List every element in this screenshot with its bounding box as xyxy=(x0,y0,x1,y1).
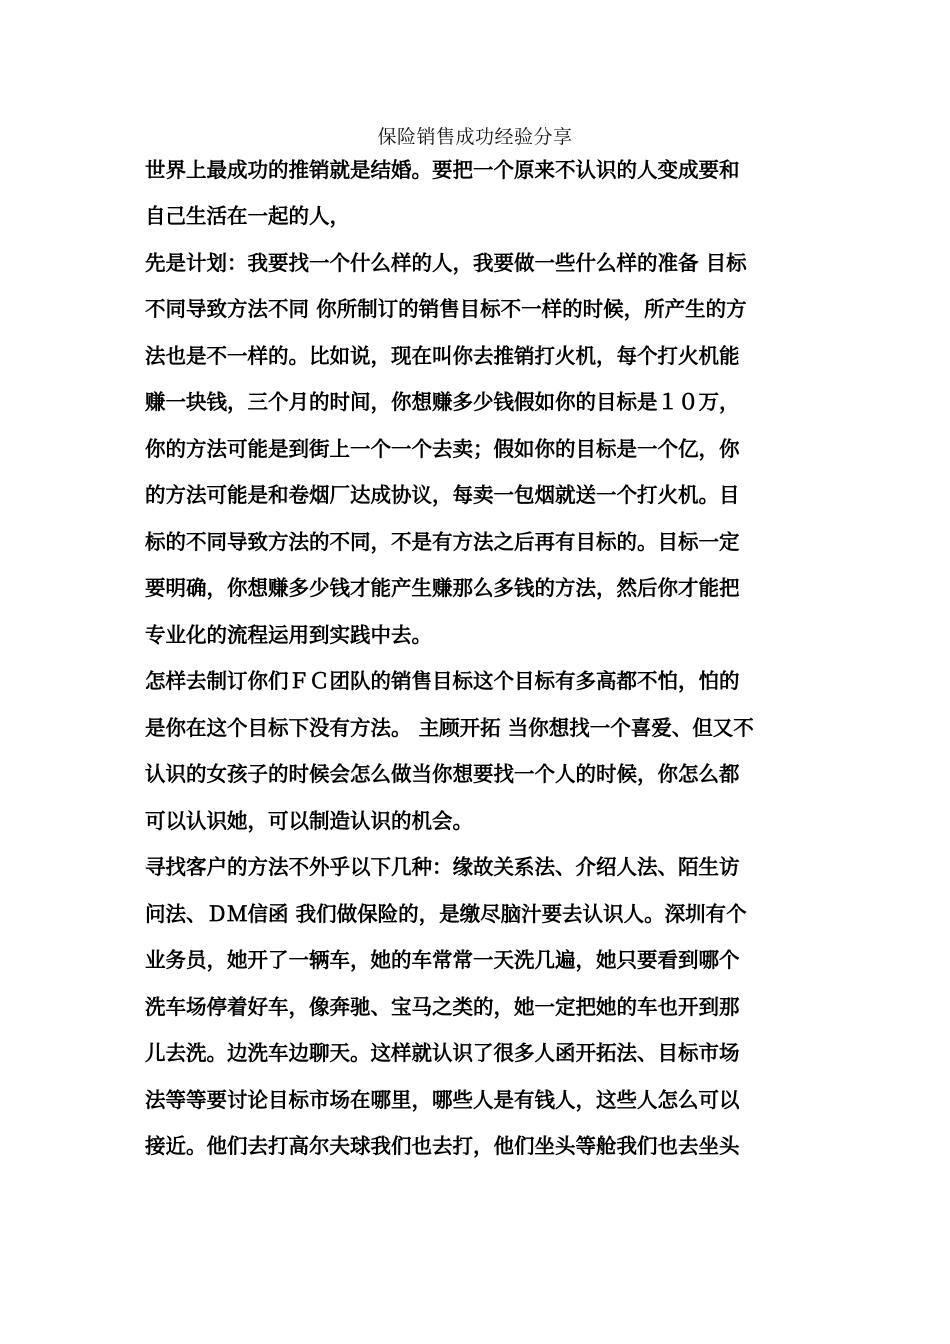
text-line: 先是计划：我要找一个什么样的人，我要做一些什么样的准备 目标 xyxy=(145,250,747,275)
text-line: 要明确，你想赚多少钱才能产生赚那么多钱的方法，然后你才能把 xyxy=(145,576,740,601)
text-line: 怎样去制订你们ＦＣ团队的销售目标这个目标有多高都不怕，怕的 xyxy=(145,669,740,694)
text-line: 接近。他们去打高尔夫球我们也去打，他们坐头等舱我们也去坐头 xyxy=(145,1134,740,1159)
text-line: 你的方法可能是到街上一个一个去卖；假如你的目标是一个亿，你 xyxy=(145,436,740,461)
text-line: 的方法可能是和卷烟厂达成协议，每卖一包烟就送一个打火机。目 xyxy=(145,483,740,508)
text-line: 问法、ＤＭ信函 我们做保险的，是缴尽脑汁要去认识人。深圳有个 xyxy=(145,901,747,926)
text-line: 洗车场停着好车，像奔驰、宝马之类的，她一定把她的车也开到那 xyxy=(145,994,740,1019)
text-line: 认识的女孩子的时候会怎么做当你想要找一个人的时候，你怎么都 xyxy=(145,762,740,787)
text-line: 专业化的流程运用到实践中去。 xyxy=(145,622,432,647)
paragraph xyxy=(145,849,807,1164)
text-line: 儿去洗。边洗车边聊天。这样就认识了很多人函开拓法、目标市场 xyxy=(145,1041,740,1066)
text-line: 法也是不一样的。比如说，现在叫你去推销打火机，每个打火机能 xyxy=(145,343,740,368)
text-line: 业务员，她开了一辆车，她的车常常一天洗几遍，她只要看到哪个 xyxy=(145,948,740,973)
paragraph xyxy=(145,245,807,653)
document-body xyxy=(145,152,807,1175)
text-line: 自己生活在一起的人， xyxy=(145,204,350,229)
text-line: 不同导致方法不同 你所制订的销售目标不一样的时候，所产生的方 xyxy=(145,297,747,322)
text-line: 是你在这个目标下没有方法。 主顾开拓 当你想找一个喜爱、但又不 xyxy=(145,715,754,740)
text-line: 标的不同导致方法的不同，不是有方法之后再有目标的。目标一定 xyxy=(145,529,740,554)
document-title: 保险销售成功经验分享 xyxy=(377,126,573,148)
text-line: 可以认识她，可以制造认识的机会。 xyxy=(145,808,473,833)
paragraph xyxy=(145,663,807,839)
text-line: 法等等要讨论目标市场在哪里，哪些人是有钱人，这些人怎么可以 xyxy=(145,1087,740,1112)
text-line: 世界上最成功的推销就是结婚。要把一个原来不认识的人变成要和 xyxy=(145,158,740,182)
paragraph xyxy=(145,152,807,235)
text-line: 寻找客户的方法不外乎以下几种：缘故关系法、介绍人法、陌生访 xyxy=(145,855,740,880)
text-line: 赚一块钱，三个月的时间，你想赚多少钱假如你的目标是１０万， xyxy=(145,390,740,415)
